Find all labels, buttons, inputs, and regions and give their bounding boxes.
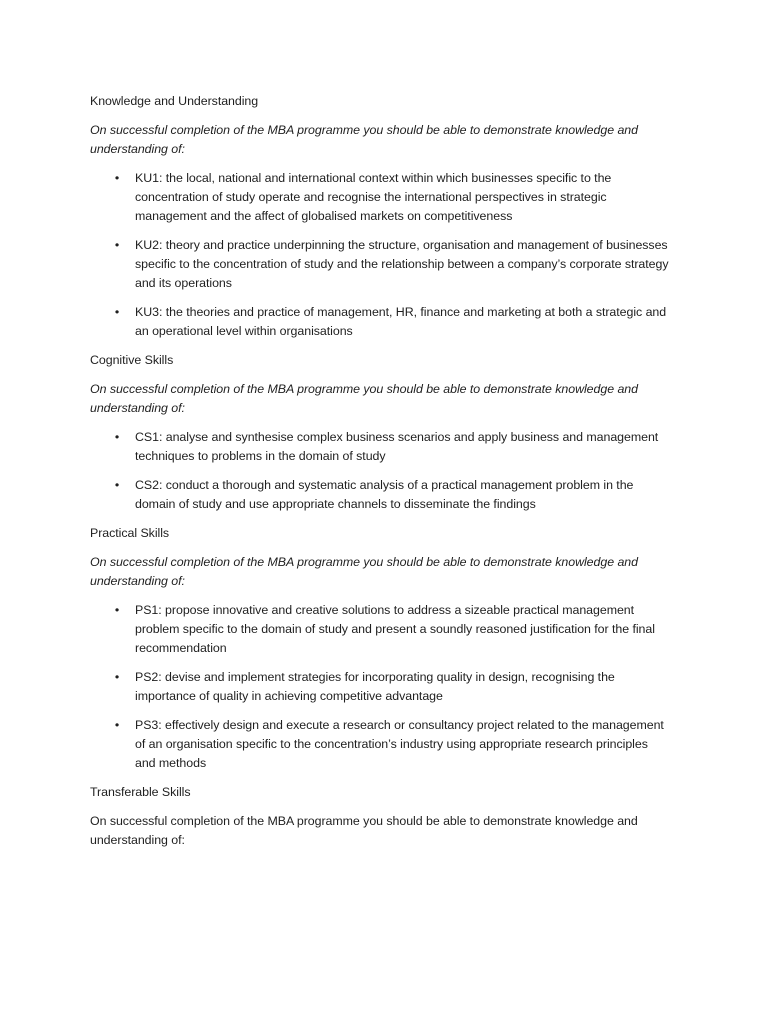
list-item-text: KU3: the theories and practice of management, HR, finance and marketing at both a strategic and an operational level within organisations — [135, 305, 667, 338]
list-item-text: CS2: conduct a thorough and systematic analysis of a practical management problem in the domain of study and use appropriate channels to disseminate the findings — [135, 478, 634, 511]
outcome-list — [90, 169, 670, 341]
list-item — [90, 303, 670, 341]
section-heading: Cognitive Skills — [90, 353, 174, 367]
bullet-icon: • — [114, 430, 120, 444]
document-page — [90, 92, 670, 860]
section-intro: On successful completion of the MBA programme you should be able to demonstrate knowledge and understanding of: — [90, 555, 638, 588]
list-item — [90, 476, 670, 514]
list-item — [90, 236, 670, 293]
list-item-text: KU2: theory and practice underpinning the structure, organisation and management of businesses specific to the concentration of study and the relationship between a company’s corporate strategy and its operations — [135, 238, 669, 290]
section-heading: Practical Skills — [90, 526, 170, 540]
section-transferable-skills — [90, 783, 670, 850]
bullet-icon: • — [114, 305, 120, 319]
bullet-icon: • — [114, 670, 120, 684]
section-heading: Transferable Skills — [90, 785, 191, 799]
bullet-icon: • — [114, 238, 120, 252]
bullet-icon: • — [114, 478, 120, 492]
list-item — [90, 668, 670, 706]
list-item — [90, 169, 670, 226]
list-item-text: PS1: propose innovative and creative solutions to address a sizeable practical management problem specific to the domain of study and present a soundly reasoned justification for the final recommendation — [135, 603, 655, 655]
bullet-icon: • — [114, 603, 120, 617]
list-item — [90, 601, 670, 658]
list-item — [90, 428, 670, 466]
section-intro: On successful completion of the MBA programme you should be able to demonstrate knowledge and understanding of: — [90, 382, 638, 415]
section-intro: On successful completion of the MBA programme you should be able to demonstrate knowledge and understanding of: — [90, 814, 638, 847]
list-item — [90, 716, 670, 773]
section-cognitive-skills — [90, 351, 670, 514]
bullet-icon: • — [114, 171, 120, 185]
bullet-icon: • — [114, 718, 120, 732]
outcome-list — [90, 428, 670, 514]
section-heading: Knowledge and Understanding — [90, 94, 259, 108]
list-item-text: CS1: analyse and synthesise complex business scenarios and apply business and management techniques to problems in the domain of study — [135, 430, 659, 463]
section-intro: On successful completion of the MBA programme you should be able to demonstrate knowledge and understanding of: — [90, 123, 638, 156]
section-knowledge-and-understanding — [90, 92, 670, 341]
list-item-text: KU1: the local, national and international context within which businesses specific to the concentration of study operate and recognise the international perspectives in strategic management and the affect of globalised markets on competitiveness — [135, 171, 612, 223]
section-practical-skills — [90, 524, 670, 773]
list-item-text: PS3: effectively design and execute a research or consultancy project related to the management of an organisation specific to the concentration’s industry using appropriate research principles and methods — [135, 718, 664, 770]
outcome-list — [90, 601, 670, 773]
list-item-text: PS2: devise and implement strategies for incorporating quality in design, recognising the importance of quality in achieving competitive advantage — [135, 670, 615, 703]
